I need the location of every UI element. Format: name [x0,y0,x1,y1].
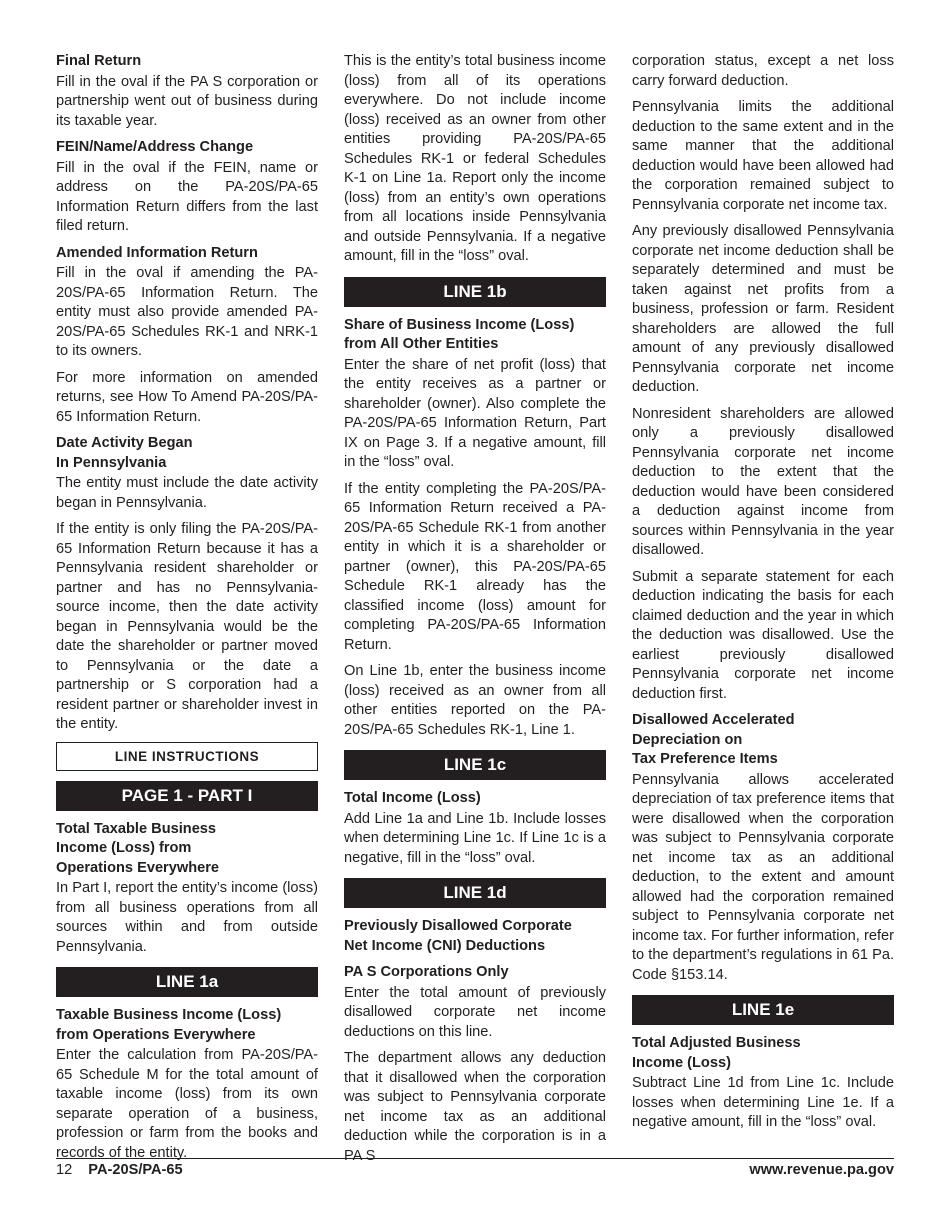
disallowed-heading-2: Depreciation on [632,731,743,748]
amended-heading: Amended Information Return [56,244,258,261]
amended-text-2: For more information on amended returns, see How To Amend PA-20S/PA-65 Information Return. [56,369,318,425]
disallowed-heading [632,711,894,770]
page-number: 12 [56,1162,73,1178]
line-1d-subheading: PA S Corporations Only [344,964,509,980]
line-1b-banner: LINE 1b [344,277,606,307]
form-name: PA-20S/PA-65 [88,1162,183,1178]
line-1a-text: Enter the calculation from PA-20S/PA-65 Schedule M for the total amount of taxable income (loss) from its own separate operation of a business, profession or farm from the books and records of the entity. [56,1047,318,1161]
line-1d-heading-1: Previously Disallowed Corporate [344,918,572,934]
line-1d-text-3: Pennsylvania limits the additional deduction to the same extent and in the same manner that the additional deduction would have been allowed had the corporation remained subject to Pennsylvania corporate net income tax. [632,99,894,213]
footer-divider [56,1158,894,1159]
total-taxable-heading-2: Income (Loss) from [56,840,192,856]
line-1a-heading [56,1006,318,1045]
line-1e-heading-1: Total Adjusted Business [632,1035,801,1051]
line-1d-text-1: Enter the total amount of previously disallowed corporate net income deductions on this line. [344,984,606,1040]
line-1c-banner: LINE 1c [344,750,606,780]
total-taxable-heading-3: Operations Everywhere [56,859,220,876]
fein-heading: FEIN/Name/Address Change [56,139,254,155]
disallowed-text: Pennsylvania allows accelerated depreciation of tax preference items that were disallowed when the corporation was subject to Pennsylvania corporate net income tax as an additional deduction, to the extent and amount allowed had the corporation remained subject to Pennsylvania corporate net income tax. For further information, refer to the department’s regulations in 61 Pa. Code §153.14. [632,771,894,983]
line-1d-text-2: The department allows any deduction that it disallowed when the corporation was subject to Pennsylvania corporate net income tax as an additional deduction while the corporation is in a PA S [344,1050,606,1164]
line-1d-text-4: Any previously disallowed Pennsylvania corporate net income deduction shall be separately determined and must be taken against net profits from a business, profession or farm. Resident shareholders are allowed the full amount of any previously disallowed Pennsylvania corporate net income deduction. [632,223,894,395]
line-1d-banner: LINE 1d [344,878,606,908]
date-text-2: If the entity is only filing the PA-20S/PA-65 Information Return because it has a Pennsylvania resident shareholder or partner and has no Pennsylvania-source income, then the date activity began in Pennsylvania would be the date the shareholder or partner moved to Pennsylvania or the date a partnership or S corporation had a resident partner or shareholder invest in the entity. [56,521,318,732]
line-1e-heading [632,1034,894,1073]
line-1e-heading-2: Income (Loss) [632,1054,731,1071]
line-instructions-box: LINE INSTRUCTIONS [56,742,318,771]
column-3 [632,52,894,1140]
line-1e-text: Subtract Line 1d from Line 1c. Include losses when determining Line 1e. If a negative amount, fill in the “loss” oval. [632,1075,894,1130]
disallowed-heading-3: Tax Preference Items [632,751,778,767]
line-1a-heading-1: Taxable Business Income (Loss) [56,1007,282,1023]
date-heading-line-2: In Pennsylvania [56,454,167,471]
line-1d-heading-2: Net Income (CNI) Deductions [344,937,546,954]
page1-part1-banner: PAGE 1 - PART I [56,781,318,811]
column-1 [56,52,318,1170]
line-1a-continued-text: This is the entity’s total business income (loss) from all of its operations everywhere. Do not include income (loss) received as an owner from other entities providing PA-20S/PA-65 Schedules RK-1 or federal Schedules K-1 on Line 1a. Report only the income (loss) from an entity’s own operations from all locations inside Pennsylvania and outside Pennsylvania. If a negative amount, fill in the “loss” oval. [344,53,606,264]
line-1d-continued-text: corporation status, except a net loss carry forward deduction. [632,53,894,89]
total-taxable-text: In Part I, report the entity’s income (loss) from all business operations from all sources within and from outside Pennsylvania. [56,880,318,955]
line-1b-heading-2: from All Other Entities [344,336,499,352]
line-1b-text-2: If the entity completing the PA-20S/PA-65 Information Return received a PA-20S/PA-65 Schedule RK-1 from another entity in which it is a shareholder or partner (owner), this PA-20S/PA-65 Schedule RK-1 already has the classified income (loss) amount for completing PA-20S/PA-65 Information Return. [344,480,606,653]
total-taxable-heading [56,820,318,879]
column-2 [344,52,606,1173]
line-1a-banner: LINE 1a [56,967,318,997]
line-1c-heading: Total Income (Loss) [344,790,481,806]
disallowed-heading-1: Disallowed Accelerated [632,712,795,728]
fein-text: Fill in the oval if the FEIN, name or address on the PA-20S/PA-65 Information Return differs from the last filed return. [56,159,318,234]
line-1b-text-1: Enter the share of net profit (loss) that the entity receives as a partner or shareholder (owner). Also complete the PA-20S/PA-65 Information Return, Part IX on Page 3. If a negative amount, fill in the “loss” oval. [344,356,606,470]
line-1a-heading-2: from Operations Everywhere [56,1026,256,1043]
line-1d-text-5: Nonresident shareholders are allowed only a previously disallowed Pennsylvania corporate net income deduction to the extent that the deduction would have been considered a deduction against income from sources within Pennsylvania in the year disallowed. [632,405,894,558]
line-1d-text-6: Submit a separate statement for each deduction indicating the basis for each claimed deduction and the year in which the deduction was disallowed. Use the earliest previously disallowed Pennsylvania corporate net income deduction first. [632,568,894,702]
line-1b-heading-1: Share of Business Income (Loss) [344,316,575,333]
date-text-1: The entity must include the date activity began in Pennsylvania. [56,475,318,511]
total-taxable-heading-1: Total Taxable Business [56,820,217,837]
date-heading-line-1: Date Activity Began [56,435,193,451]
page-footer [56,1160,894,1180]
line-1d-heading [344,917,606,956]
line-1e-banner: LINE 1e [632,995,894,1025]
line-1b-text-3: On Line 1b, enter the business income (loss) received as an owner from all other entities reported on the PA-20S/PA-65 Schedules RK-1, Line 1. [344,663,606,738]
date-activity-heading [56,434,318,473]
final-return-heading: Final Return [56,53,142,69]
website-link[interactable]: www.revenue.pa.gov [749,1162,894,1178]
line-1b-heading [344,316,606,355]
final-return-text: Fill in the oval if the PA S corporation or partnership went out of business during its taxable year. [56,73,318,129]
line-1c-text: Add Line 1a and Line 1b. Include losses when determining Line 1c. If Line 1c is a negative, fill in the “loss” oval. [344,810,606,866]
amended-text-1: Fill in the oval if amending the PA-20S/PA-65 Information Return. The entity must also provide amended PA-20S/PA-65 Schedules RK-1 and NRK-1 to its owners. [56,265,318,359]
